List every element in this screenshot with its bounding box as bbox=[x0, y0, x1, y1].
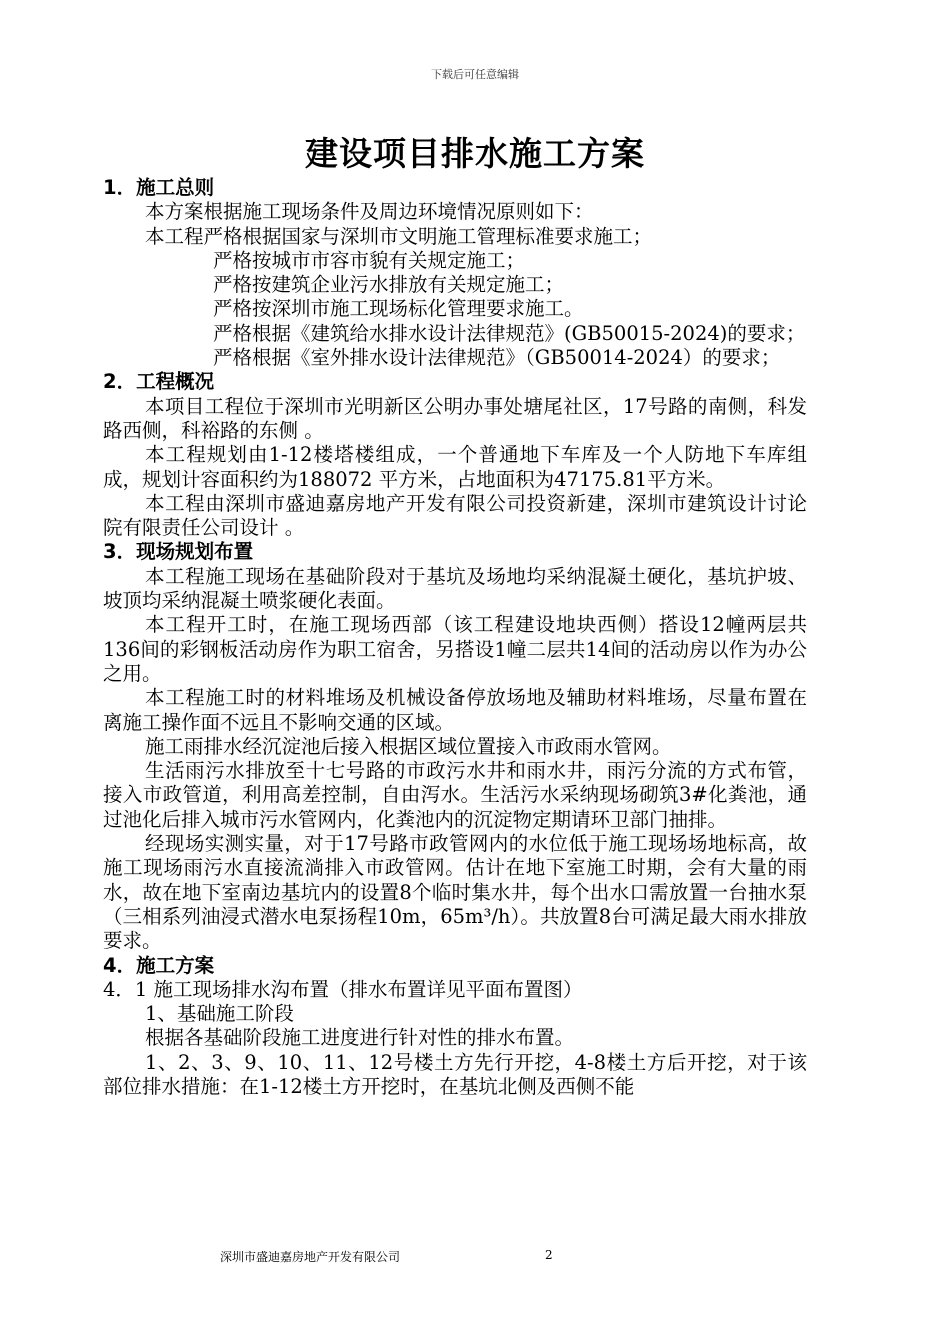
paragraph: 施工雨排水经沉淀池后接入根据区域位置接入市政雨水管网。 bbox=[145, 734, 672, 758]
document-body bbox=[103, 176, 807, 1099]
paragraph: 严格根据《建筑给水排水设计法律规范》(GB50015-2024)的要求； bbox=[213, 321, 806, 345]
paragraph: 严格按城市市容市貌有关规定施工； bbox=[213, 248, 526, 272]
document-title: 建设项目排水施工方案 bbox=[305, 134, 645, 173]
paragraph: 本工程施工时的材料堆场及机械设备停放场地及辅助材料堆场，尽量布置在离施工操作面不远且不影响交通的区域。 bbox=[103, 686, 807, 734]
paragraph: 经现场实测实量，对于17号路市政管网内的水位低于施工现场场地标高，故施工现场雨污水直接流淌排入市政管网。估计在地下室施工时期，会有大量的雨水，故在地下室南边基坑内的设置8个临时集水井，每个出水口需放置一台抽水泵（三相系列油浸式潜水电泵扬程10m，65m³/h）。共放置8台可满足最大雨水排放要求。 bbox=[103, 832, 807, 953]
paragraph: 本方案根据施工现场条件及周边环境情况原则如下： bbox=[145, 200, 594, 224]
paragraph: 根据各基础阶段施工进度进行针对性的排水布置。 bbox=[145, 1026, 575, 1050]
paragraph: 1、基础施工阶段 bbox=[145, 1002, 294, 1026]
header-note: 下载后可任意编辑 bbox=[431, 68, 519, 81]
paragraph: 本工程开工时，在施工现场西部（该工程建设地块西侧）搭设12幢两层共136间的彩钢板活动房作为职工宿舍，另搭设1幢二层共14间的活动房以作为办公之用。 bbox=[103, 613, 807, 685]
paragraph: 生活雨污水排放至十七号路的市政污水井和雨水井，雨污分流的方式布管，接入市政管道，利用高差控制，自由泻水。生活污水采纳现场砌筑3#化粪池，通过池化后排入城市污水管网内，化粪池内的沉淀物定期请环卫部门抽排。 bbox=[103, 759, 807, 831]
paragraph: 严格按深圳市施工现场标化管理要求施工。 bbox=[213, 297, 584, 321]
paragraph: 严格按建筑企业污水排放有关规定施工； bbox=[213, 273, 565, 297]
section-heading: 2．工程概况 bbox=[103, 370, 215, 394]
page-number: 2 bbox=[545, 1248, 553, 1262]
footer-company: 深圳市盛迪嘉房地产开发有限公司 bbox=[220, 1250, 401, 1264]
section-heading: 4．施工方案 bbox=[103, 953, 215, 977]
paragraph: 严格根据《室外排水设计法律规范》（GB50014-2024）的要求； bbox=[213, 346, 781, 370]
paragraph: 本工程由深圳市盛迪嘉房地产开发有限公司投资新建，深圳市建筑设计讨论院有限责任公司设计 。 bbox=[103, 491, 807, 540]
section-heading: 1．施工总则 bbox=[103, 176, 215, 199]
paragraph: 本工程施工现场在基础阶段对于基坑及场地均采纳混凝土硬化，基坑护坡、坡顶均采纳混凝土喷浆硬化表面。 bbox=[103, 564, 807, 613]
paragraph: 本工程规划由1-12楼塔楼组成，一个普通地下车库及一个人防地下车库组成，规划计容面积约为188072 平方米，占地面积为47175.81平方米。 bbox=[103, 443, 807, 491]
paragraph: 本工程严格根据国家与深圳市文明施工管理标准要求施工； bbox=[145, 224, 653, 248]
section-heading: 3．现场规划布置 bbox=[103, 540, 254, 564]
paragraph: 4．1 施工现场排水沟布置（排水布置详见平面布置图） bbox=[103, 977, 583, 1001]
paragraph: 本项目工程位于深圳市光明新区公明办事处塘尾社区，17号路的南侧，科发路西侧，科裕路的东侧 。 bbox=[103, 394, 807, 442]
paragraph: 1、2、3、9、10、11、12号楼土方先行开挖，4-8楼土方后开挖，对于该部位排水措施：在1-12楼土方开挖时，在基坑北侧及西侧不能 bbox=[103, 1050, 807, 1098]
